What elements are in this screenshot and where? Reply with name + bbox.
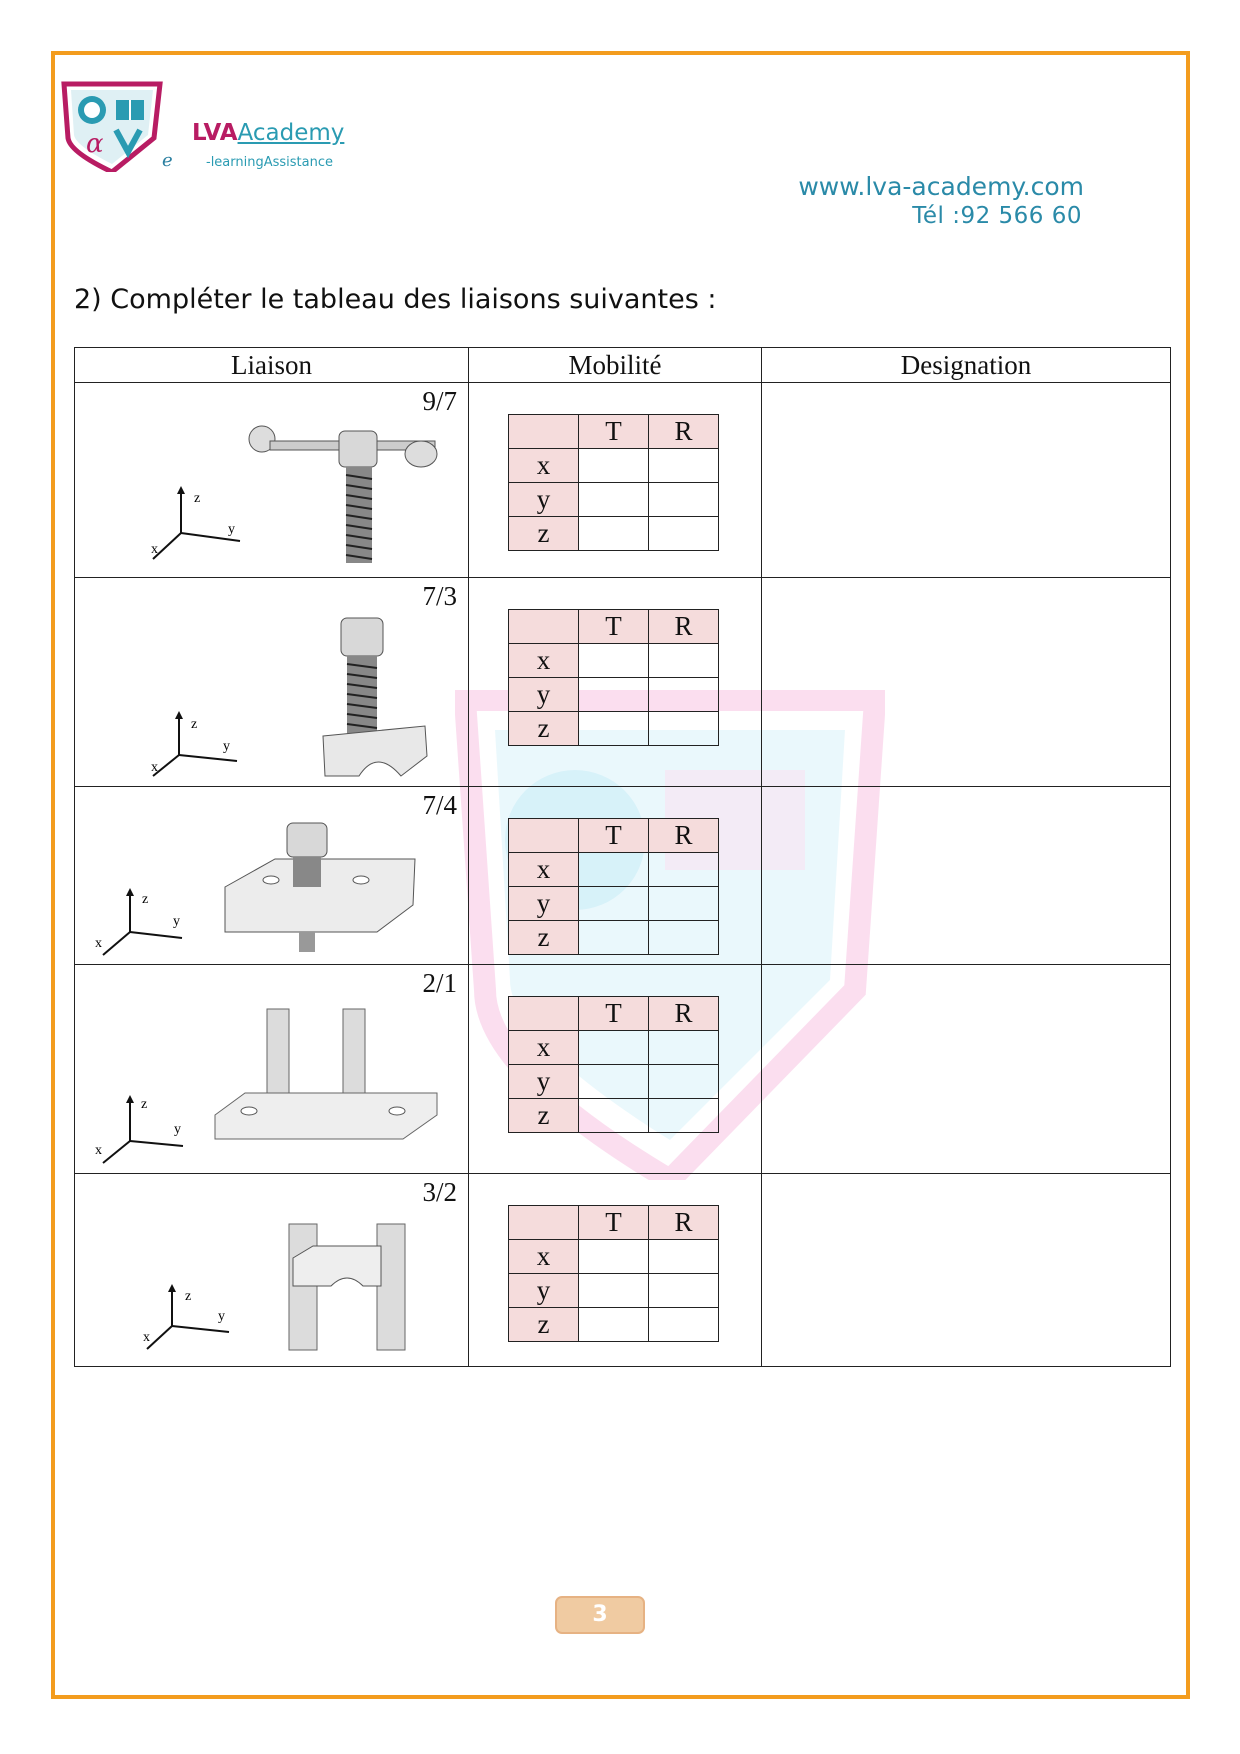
table-row: [75, 578, 1171, 787]
mob-input[interactable]: [579, 517, 649, 551]
axis-x: x: [509, 1031, 579, 1065]
brand-name: [192, 120, 344, 146]
mob-input[interactable]: [649, 712, 719, 746]
mob-input[interactable]: [579, 1031, 649, 1065]
mobility-table: [508, 996, 719, 1133]
axis-y-label: y: [223, 739, 230, 754]
mobility-table: [508, 609, 719, 746]
brand-tagline: -learningAssistance: [206, 155, 333, 170]
mob-input[interactable]: [649, 1308, 719, 1342]
mob-input[interactable]: [649, 449, 719, 483]
liaison-cell: [75, 383, 469, 578]
mob-input[interactable]: [649, 853, 719, 887]
mobility-table: [508, 414, 719, 551]
logo-e-letter: e: [162, 150, 173, 171]
mob-input[interactable]: [649, 1274, 719, 1308]
mobilite-cell: [469, 787, 762, 965]
table-row: [75, 383, 1171, 578]
mob-input[interactable]: [579, 1308, 649, 1342]
liaison-label: 2/1: [422, 968, 457, 998]
mob-input[interactable]: [579, 1099, 649, 1133]
screw-clamp-drawing-icon: [75, 578, 468, 787]
mobilite-cell: [469, 578, 762, 787]
table-row: [75, 1174, 1171, 1367]
page-number-badge: 3: [555, 1596, 645, 1634]
liaison-label: 3/2: [422, 1177, 457, 1207]
axis-z-label: z: [191, 717, 198, 732]
axis-y-label: y: [174, 1122, 181, 1137]
mob-input[interactable]: [579, 921, 649, 955]
axis-x: x: [509, 853, 579, 887]
liaison-cell: [75, 965, 469, 1174]
mob-input[interactable]: [649, 483, 719, 517]
axis-y-label: y: [218, 1309, 225, 1324]
mob-header-r: R: [649, 610, 719, 644]
designation-cell[interactable]: [762, 383, 1171, 578]
liaison-label: 7/3: [422, 581, 457, 611]
mob-input[interactable]: [579, 1240, 649, 1274]
mobility-table: [508, 1205, 719, 1342]
liaison-label: 9/7: [422, 386, 457, 416]
mob-input[interactable]: [649, 644, 719, 678]
liaison-label: 7/4: [422, 790, 457, 820]
axis-y: y: [509, 1274, 579, 1308]
axis-x: x: [509, 644, 579, 678]
axis-x-label: x: [95, 1143, 102, 1158]
mob-input[interactable]: [649, 887, 719, 921]
mob-input[interactable]: [579, 644, 649, 678]
table-row: [75, 787, 1171, 965]
mob-header-t: T: [579, 997, 649, 1031]
mob-header-t: T: [579, 610, 649, 644]
axis-x-label: x: [143, 1330, 150, 1345]
mob-input[interactable]: [649, 921, 719, 955]
axis-y: y: [509, 1065, 579, 1099]
mob-input[interactable]: [579, 887, 649, 921]
axis-y: y: [509, 887, 579, 921]
mob-input[interactable]: [649, 517, 719, 551]
mob-input[interactable]: [649, 1099, 719, 1133]
axis-z: z: [509, 1099, 579, 1133]
mob-header-t: T: [579, 415, 649, 449]
mob-input[interactable]: [649, 678, 719, 712]
header-mobilite: Mobilité: [469, 348, 762, 383]
designation-cell[interactable]: [762, 578, 1171, 787]
axis-x: x: [509, 449, 579, 483]
axis-z: z: [509, 1308, 579, 1342]
axis-y-label: y: [173, 914, 180, 929]
axis-x-label: x: [151, 542, 158, 557]
mob-header-t: T: [579, 1206, 649, 1240]
designation-cell[interactable]: [762, 1174, 1171, 1367]
mob-header-r: R: [649, 819, 719, 853]
screw-handle-drawing-icon: [75, 383, 468, 578]
liaison-cell: [75, 1174, 469, 1367]
mob-header-t: T: [579, 819, 649, 853]
axis-x: x: [509, 1240, 579, 1274]
mob-input[interactable]: [579, 1274, 649, 1308]
table-row: [75, 965, 1171, 1174]
header-liaison: Liaison: [75, 348, 469, 383]
brand-academy: Academy: [237, 120, 345, 146]
axis-y-label: y: [228, 522, 235, 537]
axis-z-label: z: [185, 1289, 192, 1304]
question-title: 2) Compléter le tableau des liaisons suivantes :: [74, 284, 717, 315]
lva-logo-icon: [58, 80, 166, 172]
mob-input[interactable]: [579, 678, 649, 712]
screw-plate-drawing-icon: [75, 787, 468, 965]
axis-z-label: z: [142, 892, 149, 907]
mob-input[interactable]: [579, 449, 649, 483]
mob-input[interactable]: [579, 1065, 649, 1099]
mobilite-cell: [469, 383, 762, 578]
guide-base-drawing-icon: [75, 965, 468, 1174]
mobilite-cell: [469, 1174, 762, 1367]
mob-header-r: R: [649, 1206, 719, 1240]
axis-z: z: [509, 517, 579, 551]
mob-input[interactable]: [579, 712, 649, 746]
slider-guide-drawing-icon: [75, 1174, 468, 1367]
mob-input[interactable]: [649, 1065, 719, 1099]
axis-z: z: [509, 712, 579, 746]
svg-text:α: α: [86, 129, 104, 159]
axis-x-label: x: [95, 936, 102, 951]
brand-lva: LVA: [192, 120, 238, 146]
liaisons-table: [74, 347, 1171, 1367]
designation-cell[interactable]: [762, 965, 1171, 1174]
mobilite-cell: [469, 965, 762, 1174]
designation-cell[interactable]: [762, 787, 1171, 965]
axis-z-label: z: [141, 1097, 148, 1112]
phone-number: Tél :92 566 60: [912, 203, 1082, 229]
mob-input[interactable]: [649, 1240, 719, 1274]
axis-z-label: z: [194, 491, 201, 506]
axis-z: z: [509, 921, 579, 955]
mobility-table: [508, 818, 719, 955]
mob-input[interactable]: [579, 483, 649, 517]
liaison-cell: [75, 578, 469, 787]
mob-input[interactable]: [649, 1031, 719, 1065]
axis-x-label: x: [151, 760, 158, 775]
website-link[interactable]: www.lva-academy.com: [798, 172, 1084, 201]
axis-y: y: [509, 678, 579, 712]
header-designation: Designation: [762, 348, 1171, 383]
mob-header-r: R: [649, 997, 719, 1031]
liaison-cell: [75, 787, 469, 965]
mob-header-r: R: [649, 415, 719, 449]
axis-y: y: [509, 483, 579, 517]
mob-input[interactable]: [579, 853, 649, 887]
